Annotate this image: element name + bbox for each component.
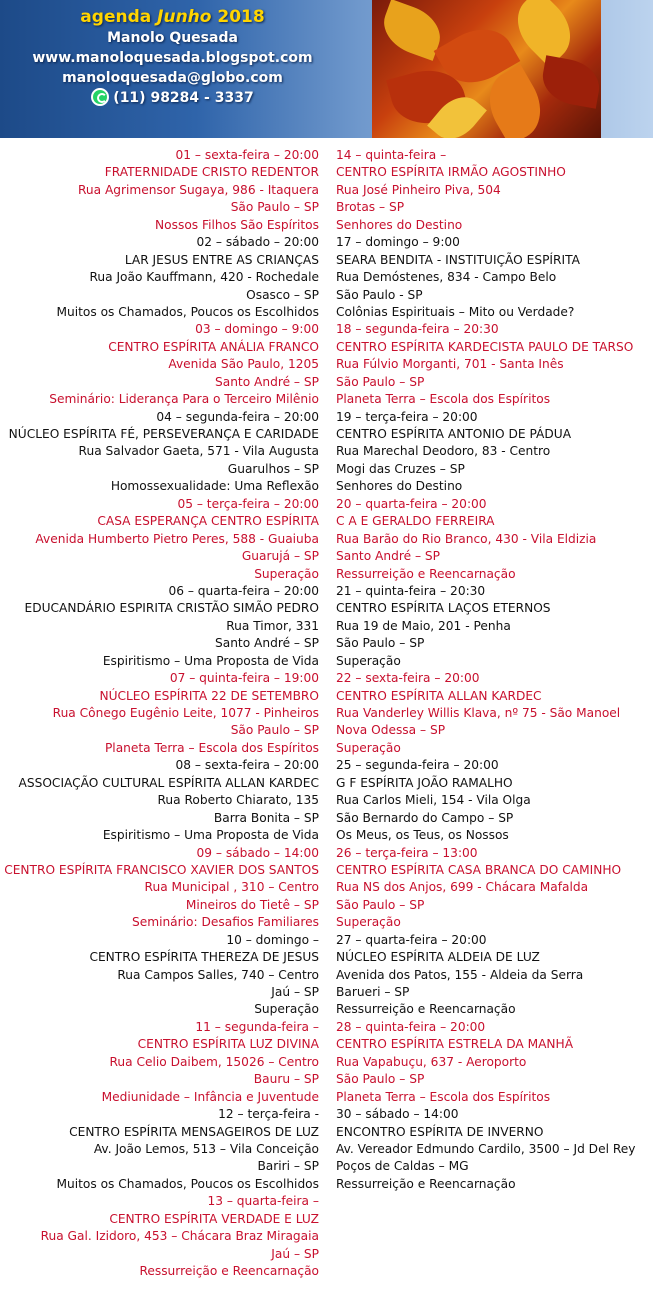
entry-topic: Ressurreição e Reencarnação (336, 1176, 516, 1191)
entry-address: Rua Cônego Eugênio Leite, 1077 - Pinheiros (52, 706, 319, 720)
entry-topic: Seminário: Desafios Familiares (131, 915, 319, 930)
entry-city: São Paulo – SP (336, 374, 425, 389)
entry-address: Rua Carlos Mieli, 154 - Vila Olga (336, 793, 531, 808)
phone-number: (11) 98284 - 3337 (113, 90, 254, 106)
agenda-entry (4, 670, 319, 757)
entry-date: 28 – quinta-feira – 20:00 (336, 1019, 486, 1034)
entry-city: Barra Bonita – SP (213, 810, 319, 825)
entry-date: 05 – terça-feira – 20:00 (177, 496, 319, 511)
entry-city: São Paulo – SP (336, 636, 425, 651)
entry-city: São Paulo – SP (336, 897, 425, 912)
entry-topic: Seminário: Liderança Para o Terceiro Milênio (49, 392, 319, 407)
entry-venue: CENTRO ESPÍRITA THEREZA DE JESUS (89, 950, 319, 965)
entry-venue: CASA ESPERANÇA CENTRO ESPÍRITA (97, 514, 319, 529)
author-name: Manolo Quesada (107, 30, 238, 46)
entry-topic: Planeta Terra – Escola dos Espíritos (336, 1089, 551, 1104)
entry-address: Avenida dos Patos, 155 - Aldeia da Serra (336, 967, 584, 982)
entry-address: Rua Marechal Deodoro, 83 - Centro (336, 444, 551, 459)
header-text (0, 6, 345, 108)
entry-city: São Paulo – SP (230, 723, 319, 738)
entry-venue: NÚCLEO ESPÍRITA ALDEIA DE LUZ (336, 950, 540, 965)
entry-date: 19 – terça-feira – 20:00 (336, 409, 478, 424)
entry-city: Jaú – SP (271, 985, 319, 999)
entry-city: Mineiros do Tietê – SP (185, 897, 319, 912)
entry-date: 13 – quarta-feira – (207, 1194, 319, 1209)
entry-address: Rua Fúlvio Morganti, 701 - Santa Inês (336, 357, 564, 372)
agenda-entry (4, 757, 319, 844)
agenda-entry (4, 1106, 319, 1193)
entry-venue: C A E GERALDO FERREIRA (336, 514, 495, 529)
entry-address: Avenida Humberto Pietro Peres, 588 - Guaiuba (35, 531, 319, 546)
agenda-entry (4, 1019, 319, 1106)
entry-date: 20 – quarta-feira – 20:00 (336, 496, 487, 511)
entry-venue: NÚCLEO ESPÍRITA 22 DE SETEMBRO (99, 688, 319, 703)
entry-date: 07 – quinta-feira – 19:00 (169, 671, 319, 686)
agenda-entry (336, 583, 635, 670)
entry-city: Santo André – SP (336, 549, 441, 564)
entry-city: Brotas – SP (336, 200, 405, 215)
entry-venue: LAR JESUS ENTRE AS CRIANÇAS (124, 252, 319, 267)
entry-topic: Planeta Terra – Escola dos Espíritos (336, 392, 551, 407)
entry-venue: ENCONTRO ESPÍRITA DE INVERNO (336, 1124, 544, 1139)
entry-address: Rua Campos Salles, 740 – Centro (117, 967, 319, 982)
entry-venue: CENTRO ESPÍRITA CASA BRANCA DO CAMINHO (336, 862, 622, 877)
entry-city: Mogi das Cruzes – SP (336, 461, 465, 476)
entry-address: Rua Demóstenes, 834 - Campo Belo (336, 270, 557, 285)
entry-city: São Paulo – SP (230, 200, 319, 215)
entry-address: Rua José Pinheiro Piva, 504 (336, 182, 501, 197)
entry-venue: CENTRO ESPÍRITA IRMÃO AGOSTINHO (336, 165, 566, 180)
entry-city: Nova Odessa – SP (336, 723, 446, 738)
agenda-entry (336, 496, 635, 583)
entry-city: Guarujá – SP (241, 549, 319, 564)
entry-topic: Ressurreição e Reencarnação (336, 566, 516, 581)
entry-date: 14 – quinta-feira – (336, 148, 447, 162)
entry-venue: NÚCLEO ESPÍRITA FÉ, PERSEVERANÇA E CARIDADE (8, 427, 319, 441)
entry-address: Rua Salvador Gaeta, 571 - Vila Augusta (78, 444, 319, 459)
title-month: Junho (157, 7, 212, 27)
entry-date: 09 – sábado – 14:00 (196, 845, 319, 860)
entry-topic: Superação (336, 915, 401, 930)
entry-venue: EDUCANDÁRIO ESPIRITA CRISTÃO SIMÃO PEDRO (24, 601, 319, 616)
entry-topic: Planeta Terra – Escola dos Espíritos (104, 740, 319, 755)
entry-address: Rua Barão do Rio Branco, 430 - Vila Eldizia (336, 531, 597, 546)
entry-city: Santo André – SP (214, 636, 319, 651)
entry-date: 04 – segunda-feira – 20:00 (156, 409, 319, 424)
agenda-title (0, 6, 345, 28)
entry-date: 06 – quarta-feira – 20:00 (168, 583, 319, 598)
autumn-leaves-image (372, 0, 601, 138)
entry-topic: Superação (336, 653, 401, 668)
entry-date: 25 – segunda-feira – 20:00 (336, 758, 499, 773)
entry-city: Bariri – SP (257, 1159, 319, 1174)
entry-date: 18 – segunda-feira – 20:30 (336, 322, 499, 337)
entry-venue: CENTRO ESPÍRITA ANTONIO DE PÁDUA (336, 427, 572, 441)
entry-city: São Paulo – SP (336, 1072, 425, 1087)
entry-venue: FRATERNIDADE CRISTO REDENTOR (104, 165, 319, 180)
entry-topic: Nossos Filhos São Espíritos (155, 217, 319, 232)
agenda-entry (4, 496, 319, 583)
entry-city: Poços de Caldas – MG (336, 1159, 469, 1174)
entry-address: Rua NS dos Anjos, 699 - Chácara Mafalda (336, 880, 589, 895)
phone-line (0, 88, 345, 108)
entry-address: Rua Gal. Izidoro, 453 – Chácara Braz Miragaia (40, 1229, 319, 1244)
entry-venue: ASSOCIAÇÃO CULTURAL ESPÍRITA ALLAN KARDEC (18, 775, 319, 790)
entry-topic: Ressurreição e Reencarnação (139, 1264, 319, 1278)
entry-topic: Senhores do Destino (336, 217, 463, 232)
entry-city: Jaú – SP (271, 1246, 319, 1261)
entry-topic: Superação (336, 740, 401, 755)
agenda-entry (4, 147, 319, 234)
agenda-entry (4, 932, 319, 1019)
entry-city: Santo André – SP (214, 374, 319, 389)
entry-date: 02 – sábado – 20:00 (196, 235, 319, 250)
entry-topic: Os Meus, os Teus, os Nossos (336, 828, 509, 843)
blog-link[interactable]: www.manoloquesada.blogspot.com (32, 50, 313, 66)
entry-topic: Senhores do Destino (336, 479, 463, 494)
entry-topic: Espiritismo – Uma Proposta de Vida (102, 828, 319, 843)
entry-date: 11 – segunda-feira – (195, 1019, 319, 1034)
agenda-entry (4, 583, 319, 670)
entry-address: Av. João Lemos, 513 – Vila Conceição (93, 1141, 319, 1156)
entry-address: Rua Celio Daibem, 15026 – Centro (109, 1054, 319, 1069)
entry-city: Guarulhos – SP (227, 461, 319, 476)
entry-address: Rua 19 de Maio, 201 - Penha (336, 618, 511, 633)
entry-address: Rua Vapabuçu, 637 - Aeroporto (336, 1054, 527, 1069)
agenda-left-column (4, 147, 319, 1280)
entry-address: Rua Vanderley Willis Klava, nº 75 - São Manoel (336, 706, 621, 720)
entry-venue: CENTRO ESPÍRITA ESTRELA DA MANHÃ (336, 1037, 574, 1052)
entry-address: Av. Vereador Edmundo Cardilo, 3500 – Jd Del Rey (336, 1141, 636, 1156)
entry-city: Bauru – SP (253, 1072, 319, 1087)
agenda-entry (4, 409, 319, 496)
entry-topic: Mediunidade – Infância e Juventude (101, 1089, 319, 1104)
entry-date: 21 – quinta-feira – 20:30 (336, 583, 486, 598)
agenda-entry (336, 1106, 635, 1193)
entry-venue: CENTRO ESPÍRITA MENSAGEIROS DE LUZ (69, 1124, 319, 1139)
agenda-entry (336, 147, 635, 234)
entry-city: Barueri – SP (336, 985, 410, 999)
header-banner (0, 0, 653, 138)
entry-date: 10 – domingo – (226, 932, 319, 947)
entry-venue: CENTRO ESPÍRITA ALLAN KARDEC (336, 688, 542, 703)
entry-venue: CENTRO ESPÍRITA LAÇOS ETERNOS (336, 601, 551, 616)
email-link[interactable]: manoloquesada@globo.com (62, 70, 283, 86)
entry-topic: Muitos os Chamados, Poucos os Escolhidos (56, 304, 319, 319)
agenda-entry (336, 845, 635, 932)
entry-venue: CENTRO ESPÍRITA ANÁLIA FRANCO (108, 339, 319, 354)
entry-date: 17 – domingo – 9:00 (336, 235, 460, 250)
agenda-entry (336, 1019, 635, 1106)
entry-topic: Colônias Espirituais – Mito ou Verdade? (336, 304, 575, 319)
entry-venue: CENTRO ESPÍRITA LUZ DIVINA (137, 1037, 319, 1052)
entry-topic: Superação (254, 566, 319, 581)
entry-date: 08 – sexta-feira – 20:00 (175, 758, 319, 773)
agenda-entry (4, 234, 319, 321)
entry-venue: CENTRO ESPÍRITA VERDADE E LUZ (109, 1211, 319, 1226)
entry-address: Rua Municipal , 310 – Centro (144, 880, 319, 895)
entry-topic: Espiritismo – Uma Proposta de Vida (102, 653, 319, 668)
entry-venue: G F ESPÍRITA JOÃO RAMALHO (336, 775, 513, 790)
agenda-entry (4, 1193, 319, 1280)
entry-date: 26 – terça-feira – 13:00 (336, 845, 478, 860)
entry-city: São Bernardo do Campo – SP (336, 810, 514, 825)
agenda-entry (336, 234, 635, 321)
title-year: 2018 (217, 7, 265, 27)
entry-date: 22 – sexta-feira – 20:00 (336, 671, 480, 686)
entry-address: Rua João Kauffmann, 420 - Rochedale (89, 270, 319, 285)
entry-topic: Superação (254, 1002, 319, 1017)
entry-address: Rua Agrimensor Sugaya, 986 - Itaquera (77, 182, 319, 197)
entry-address: Rua Timor, 331 (226, 618, 319, 633)
title-prefix: agenda (80, 7, 152, 27)
entry-topic: Ressurreição e Reencarnação (336, 1002, 516, 1017)
entry-venue: CENTRO ESPÍRITA KARDECISTA PAULO DE TARSO (336, 339, 634, 354)
whatsapp-icon (91, 88, 109, 106)
entry-address: Avenida São Paulo, 1205 (168, 357, 319, 372)
entry-date: 12 – terça-feira - (218, 1107, 319, 1122)
agenda-entry (336, 932, 635, 1019)
agenda-entry (4, 321, 319, 408)
agenda-entry (336, 409, 635, 496)
entry-city: São Paulo - SP (336, 287, 423, 302)
agenda-entry (336, 757, 635, 844)
entry-date: 27 – quarta-feira – 20:00 (336, 932, 487, 947)
entry-topic: Muitos os Chamados, Poucos os Escolhidos (56, 1176, 319, 1191)
agenda-entry (336, 321, 635, 408)
entry-venue: SEARA BENDITA - INSTITUIÇÃO ESPÍRITA (336, 252, 580, 267)
agenda-entry (336, 670, 635, 757)
entry-venue: CENTRO ESPÍRITA FRANCISCO XAVIER DOS SANTOS (4, 862, 319, 877)
agenda-entry (4, 845, 319, 932)
entry-address: Rua Roberto Chiarato, 135 (157, 793, 319, 808)
entry-topic: Homossexualidade: Uma Reflexão (110, 479, 319, 494)
entry-date: 01 – sexta-feira – 20:00 (175, 148, 319, 162)
entry-city: Osasco – SP (246, 287, 319, 302)
agenda-right-column (336, 147, 635, 1193)
entry-date: 03 – domingo – 9:00 (195, 322, 319, 337)
entry-date: 30 – sábado – 14:00 (336, 1107, 459, 1122)
